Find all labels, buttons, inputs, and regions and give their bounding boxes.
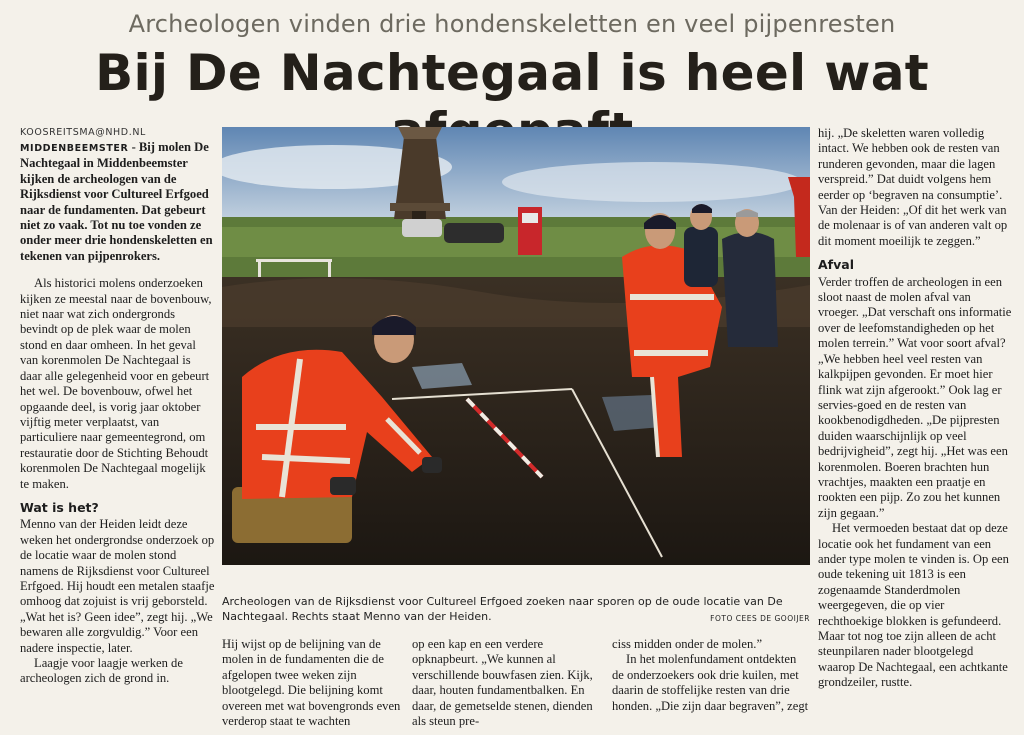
bottom-column-1 [222,637,402,729]
dateline: MIDDENBEEMSTER [20,143,129,154]
body-paragraph: op een kap en een verdere opknapbeurt. „We kunnen al verschillende bouwfasen zien. Kijk, daar, houten fundamentbalken. En daar, de gemetselde stenen, dienden als steun pre- [412,637,593,729]
right-column [818,126,1012,691]
subhead: Wat is het? [20,499,99,515]
caption-text: Archeologen van de Rijksdienst voor Cultureel Erfgoed zoeken naar sporen op de oude locatie van De Nachtegaal. Rechts staat Menno van der Heiden. [222,595,783,623]
subhead: Afval [818,257,854,273]
article-photo [222,127,810,565]
body-paragraph: Het vermoeden bestaat dat op deze locatie ook het fundament van een ander type molen te vinden is. Op een oude tekening uit 1813 is een zogenaamde Standerdmolen weergegeven, die op vier rechthoekige blokken is gefundeerd. Maar tot nog toe zijn alleen de acht steunpilaren nader blootgelegd waarop De Nachtegaal, een achtkante grondzeiler, rustte. [818,521,1009,690]
body-paragraph: Laagje voor laagje werken de archeologen zich de grond in. [20,656,183,686]
photo-caption [222,594,810,626]
body-paragraph: hij. „De skeletten waren volledig intact. We hebben ook de resten van runderen gevonden, maar die lagen verspreid.” Dat duidt volgens hem eerder op ‘begraven na consumptie’. Van der Heiden: „Of dit het werk van de molenaar is of van anderen valt op dit moment moeilijk te zeggen.” [818,126,1008,248]
body-paragraph: Menno van der Heiden leidt deze weken het ondergrondse onderzoek op de locatie waar de molen stond namens de Rijksdienst voor Cultureel Erfgoed. Hij houdt een metalen staafje omhoog dat zojuist is vrij geborsteld. „Wat het is? Geen idee”, zegt hij. „We bewaren alle zorgvuldig.” Voor een nadere inspectie, later. [20,517,215,655]
left-column [20,126,215,687]
headline: Bij De Nachtegaal is heel wat [95,44,929,102]
byline: KOOSREITSMA@NHD.NL [20,127,146,138]
body-paragraph: Verder troffen de archeologen in een sloot naast de molen afval van vroeger. „Dat verschaft ons informatie over de leefomstandigheden op het molen terrein.” Wat voor soort afval? „We hebben heel veel resten van kalkpijpen gevonden. Er moet hier flink wat zijn afgerookt.” Ook lag er servies-goed en de resten van kookbenodigdheden. „De pijpresten duiden waarschijnlijk op veel bedrijvigheid”, zegt hij. „Het was een korenmolen. Boeren brachten hun vrachtjes, maakten een praatje en rookten een pijp. Zo zou het kunnen zijn gegaan.” [818,274,1012,520]
kicker: Archeologen vinden drie hondenskeletten en veel pijpenresten [128,10,896,38]
lead-paragraph: - Bij molen De Nachtegaal in Middenbeemster kijken de archeologen van de Rijksdienst voor Cultureel Erfgoed naar de fundamenten. Dat gebeurt niet zo vaak. Tot nu toe vonden ze onder meer drie hondenskeletten en tekenen van pijpenrokers. [20,140,213,263]
body-paragraph: Hij wijst op de belijning van de molen in de fundamenten die de afgelopen twee weken zijn blootgelegd. Die belijning komt overeen met wat bovengronds even verderop staat te wachten [222,637,401,729]
photo-credit: FOTO CEES DE GOOIJER [710,614,810,623]
bottom-column-3 [612,637,810,714]
body-paragraph: In het molenfundament ontdekten de onderzoekers ook drie kuilen, met daarin de stoffelijke resten van drie honden. „Die zijn daar begraven”, zegt [612,652,809,713]
body-paragraph: ciss midden onder de molen.” [612,637,763,651]
body-paragraph: Als historici molens onderzoeken kijken ze meestal naar de bovenbouw, niet naar wat zich ondergronds bevindt op de plek waar de molen stond en daar omheen. In het geval van korenmolen De Nachtegaal is daar alle gelegenheid voor en gebeurt het wel. De bovenbouw, ofwel het opgaande deel, is vorig jaar oktober vijftig meter verplaatst, van particuliere naar gemeentegrond, om restauratie door de Stichting Behoudt korenmolen De Nachtegaal mogelijk te maken. [20,276,212,491]
bottom-column-2 [412,637,602,729]
